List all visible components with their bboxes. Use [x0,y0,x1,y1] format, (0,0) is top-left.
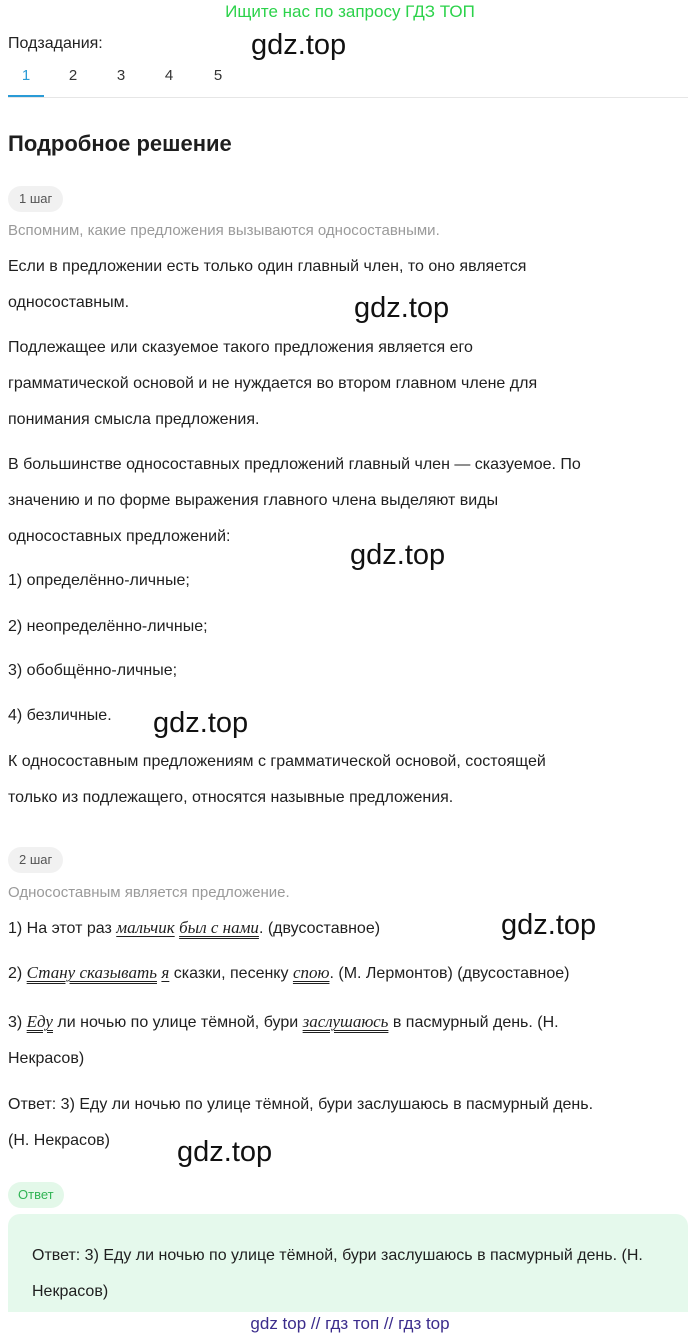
paragraph-line: К односоставным предложениям с грамматической основой, состоящей [8,753,546,770]
watermark: gdz.top [177,1136,273,1168]
sentence-text: 1) На этот раз [8,920,117,937]
paragraph [8,330,537,438]
tab-subtask-5[interactable]: 5 [213,67,223,84]
paragraph [8,744,546,816]
sentence-text: . (М. Лермонтов) (двусоставное) [329,965,570,982]
tab-subtask-1[interactable]: 1 [8,64,44,97]
watermark: gdz.top [501,909,597,941]
sentence-text: 3) [8,1014,27,1031]
answer-text: Ответ: 3) Еду ли ночью по улице тёмной, бури заслушаюсь в пасмурный день. (Н. Некрасов) [32,1247,643,1300]
paragraph-line: понимания смысла предложения. [8,411,260,428]
predicate-underlined: был с нами [179,918,259,937]
watermark: gdz.top [350,539,446,571]
answer-box [8,1214,688,1312]
sentence-text: в пасмурный день. (Н. [388,1014,559,1031]
list-item: 3) обобщённо-личные; [8,662,178,679]
paragraph-line: (Н. Некрасов) [8,1132,110,1149]
list-item: 4) безличные. [8,707,112,724]
paragraph-line: односоставных предложений: [8,528,231,545]
step-badge: 1 шаг [8,186,63,212]
subject-underlined: мальчик [116,918,175,937]
sentence-text: ли ночью по улице тёмной, бури [52,1014,303,1031]
footer-links[interactable]: gdz top // гдз топ // гдз top [250,1314,450,1333]
answer-badge: Ответ [8,1182,64,1208]
predicate-underlined: Еду [26,1012,53,1031]
predicate-underlined: Стану сказывать [26,963,157,982]
example-sentence-1 [8,918,380,938]
sentence-text: сказки, песенку [169,965,293,982]
paragraph-line: В большинстве односоставных предложений главный член — сказуемое. По [8,456,581,473]
tab-subtask-4[interactable]: 4 [164,67,174,84]
paragraph-line: значению и по форме выражения главного члена выделяют виды [8,492,499,509]
example-sentence-3 [8,1004,559,1077]
list-item: 2) неопределённо-личные; [8,618,208,635]
paragraph-line: односоставным. [8,294,130,311]
watermark: gdz.top [251,29,347,61]
paragraph-line: Ответ: 3) Еду ли ночью по улице тёмной, бури заслушаюсь в пасмурный день. [8,1096,594,1113]
paragraph-line: Если в предложении есть только один главный член, то оно является [8,258,527,275]
subject-underlined: я [161,963,170,982]
conclusion [8,1087,593,1159]
sentence-text: 2) [8,965,27,982]
paragraph-line: только из подлежащего, относятся назывные предложения. [8,789,454,806]
sentence-text: . (двусоставное) [258,920,381,937]
subtask-tabs [8,64,688,98]
sentence-text: Некрасов) [8,1050,85,1067]
step-note: Вспомним, какие предложения вызываются односоставными. [8,222,440,239]
watermark: gdz.top [153,707,249,739]
step-note: Односоставным является предложение. [8,884,290,901]
paragraph-line: Подлежащее или сказуемое такого предложения является его [8,339,473,356]
tab-subtask-3[interactable]: 3 [116,67,126,84]
predicate-underlined: спою [292,963,330,982]
watermark: gdz.top [354,292,450,324]
step-badge: 2 шаг [8,847,63,873]
paragraph-line: грамматической основой и не нуждается во втором главном члене для [8,375,538,392]
subtasks-label: Подзадания: [8,35,103,52]
tab-subtask-2[interactable]: 2 [68,67,78,84]
promo-banner[interactable]: Ищите нас по запросу ГДЗ ТОП [225,2,475,21]
page-title: Подробное решение [8,131,232,156]
list-item: 1) определённо-личные; [8,572,190,589]
predicate-underlined: заслушаюсь [302,1012,389,1031]
paragraph [8,447,581,555]
example-sentence-2 [8,963,570,983]
